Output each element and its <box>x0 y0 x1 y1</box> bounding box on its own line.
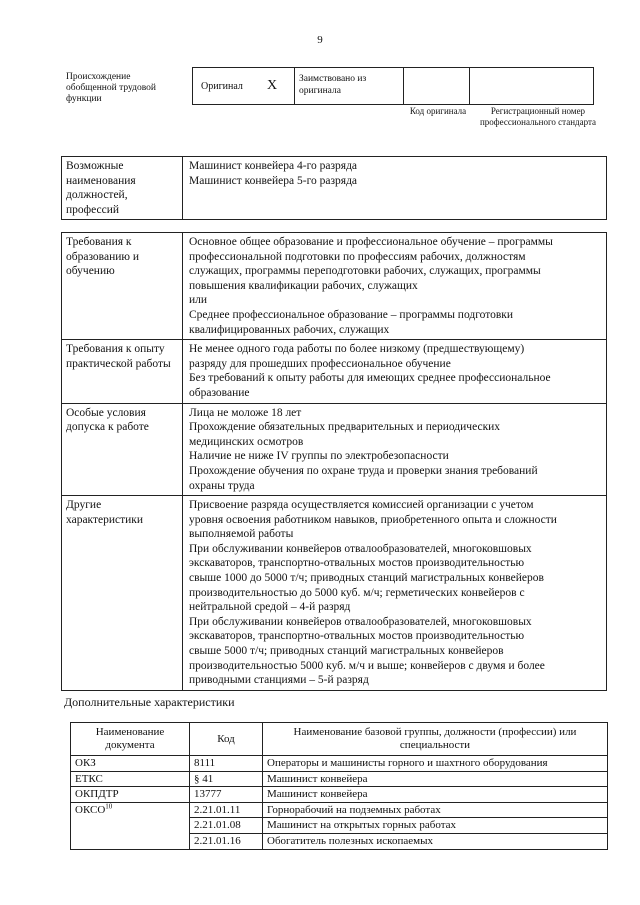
doc-cell <box>71 802 190 849</box>
table-row <box>71 756 608 772</box>
text-line: производительностью 5000 куб. м/ч и выше; конвейеров с двумя и более <box>189 659 545 672</box>
additional-table <box>70 722 608 850</box>
origin-label: Происхождение обобщенной трудовой функции <box>66 72 156 104</box>
text-line: Наличие не ниже IV группы по электробезопасности <box>189 450 449 463</box>
code-cell: 8111 <box>190 756 263 772</box>
text-line: охраны труда <box>189 479 255 492</box>
doc-cell: ЕТКС <box>71 771 190 787</box>
name-cell: Машинист конвейера <box>263 787 608 803</box>
code-cell: 2.21.01.08 <box>190 818 263 834</box>
doc-cell: ОКПДТР <box>71 787 190 803</box>
text-line: квалифицированных рабочих, служащих <box>189 323 390 336</box>
origin-box <box>192 67 594 105</box>
text-line: Лица не моложе 18 лет <box>189 406 302 419</box>
name-cell: Операторы и машинисты горного и шахтного оборудования <box>263 756 608 772</box>
positions-label: Возможные наименования должностей, профессий <box>62 157 183 220</box>
header-document: Наименование документа <box>71 723 190 756</box>
text-line: профессиональной подготовки по профессиям рабочих, должностям <box>189 250 526 263</box>
borrowed-label: Заимствовано из оригинала <box>299 74 367 96</box>
page-number: 9 <box>317 34 323 46</box>
positions-list <box>183 157 607 220</box>
reg-number-caption: Регистрационный номер профессионального стандарта <box>479 106 597 127</box>
text-line: Не менее одного года работы по более низкому (предшествующему) <box>189 343 525 356</box>
text-line: нейтральной средой – 4-й разряд <box>189 601 351 614</box>
text-line: свыше 5000 т/ч; приводных станций магистральных конвейеров <box>189 645 504 658</box>
text-line: экскаваторов, транспортно-отвальных мостов производительностью <box>189 557 525 570</box>
positions-table <box>61 156 607 220</box>
text-line: Основное общее образование и профессиональное обучение – программы <box>189 236 553 248</box>
position-line: Машинист конвейера 5-го разряда <box>189 174 358 187</box>
text-line: При обслуживании конвейеров отвалообразователей, многоковшовых <box>189 542 532 555</box>
text-line: приводными станциями – 5-й разряд <box>189 674 369 687</box>
text-line: выполняемой работы <box>189 528 294 541</box>
name-cell: Машинист конвейера <box>263 771 608 787</box>
additional-title: Дополнительные характеристики <box>64 695 235 709</box>
experience-content <box>183 340 607 403</box>
code-cell: 2.21.01.16 <box>190 833 263 849</box>
text-line: медицинских осмотров <box>189 435 304 448</box>
text-line: Присвоение разряда осуществляется комиссией организации с учетом <box>189 499 534 512</box>
text-line: уровня освоения работником навыков, приобретенного опыта и сложности <box>189 513 557 526</box>
table-row <box>71 787 608 803</box>
text-line: Без требований к опыту работы для имеющих среднее профессиональное <box>189 372 551 385</box>
text-line: или <box>189 294 208 307</box>
text-line: свыше 1000 до 5000 т/ч; приводных станций магистральных конвейеров <box>189 572 544 585</box>
requirements-row-admission <box>62 403 607 496</box>
requirements-table <box>61 232 607 691</box>
table-row <box>71 802 608 818</box>
table-header-row <box>71 723 608 756</box>
experience-label: Требования к опыту практической работы <box>62 340 183 403</box>
table-row <box>71 771 608 787</box>
education-content <box>183 233 607 340</box>
other-label: Другие характеристики <box>62 496 183 691</box>
position-line: Машинист конвейера 4-го разряда <box>189 160 358 172</box>
doc-cell: ОКЗ <box>71 756 190 772</box>
header-name: Наименование базовой группы, должности (профессии) или специальности <box>263 723 608 756</box>
okso-label: ОКСО <box>75 803 106 816</box>
requirements-row-experience <box>62 340 607 403</box>
text-line: Прохождение обучения по охране труда и проверки знания требований <box>189 464 538 477</box>
text-line: разряду для прошедших профессиональное обучение <box>189 357 451 370</box>
header-code: Код <box>190 723 263 756</box>
footnote-mark: 10 <box>105 802 113 811</box>
name-cell: Машинист на открытых горных работах <box>263 818 608 834</box>
text-line: производительностью до 5000 куб. м/ч; герметических конвейеров с <box>189 586 525 599</box>
text-line: Прохождение обязательных предварительных и периодических <box>189 421 501 434</box>
other-content <box>183 496 607 691</box>
code-cell: 13777 <box>190 787 263 803</box>
text-line: экскаваторов, транспортно-отвальных мостов производительностью <box>189 630 525 643</box>
name-cell: Горнорабочий на подземных работах <box>263 802 608 818</box>
code-cell: § 41 <box>190 771 263 787</box>
admission-label: Особые условия допуска к работе <box>62 403 183 496</box>
text-line: образование <box>189 386 250 399</box>
original-mark: X <box>267 78 278 93</box>
text-line: служащих, программы переподготовки рабочих, служащих, программы <box>189 265 541 278</box>
code-cell: 2.21.01.11 <box>190 802 263 818</box>
requirements-row-other <box>62 496 607 691</box>
code-caption: Код оригинала <box>409 106 467 116</box>
text-line: Среднее профессиональное образование – программы подготовки <box>189 308 514 321</box>
text-line: повышения квалификации рабочих, служащих <box>189 279 418 292</box>
text-line: При обслуживании конвейеров отвалообразователей, многоковшовых <box>189 615 532 628</box>
admission-content <box>183 403 607 496</box>
education-label: Требования к образованию и обучению <box>62 233 183 340</box>
name-cell: Обогатитель полезных ископаемых <box>263 833 608 849</box>
requirements-row-education <box>62 233 607 340</box>
original-label: Оригинал <box>201 81 243 92</box>
